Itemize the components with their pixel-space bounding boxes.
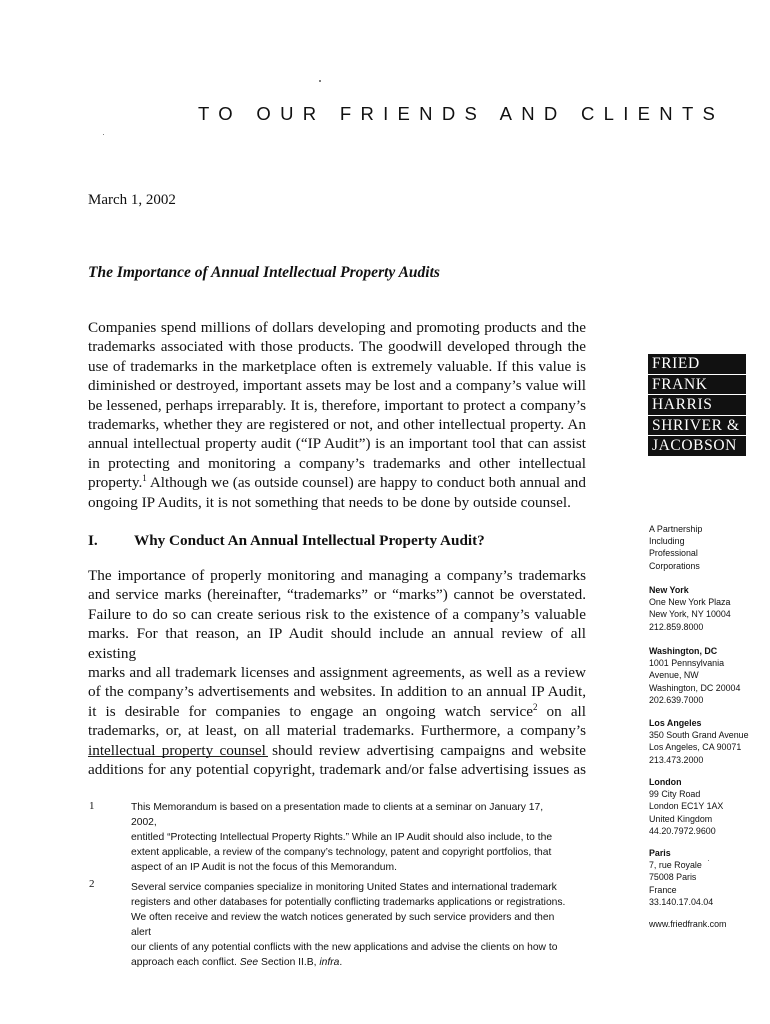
office-los-angeles: Los Angeles 350 South Grand Avenue Los Angeles, CA 90071 213.473.2000 — [649, 718, 749, 765]
intro-line: in protecting and monitoring a company’s trademarks and other intellectual — [88, 454, 586, 472]
logo-line: JACOBSON — [652, 437, 737, 455]
office-city: London — [649, 777, 682, 787]
footnote-ref-2: 2 — [532, 701, 538, 712]
section-heading — [88, 532, 485, 550]
footnote-separator — [88, 756, 268, 757]
footnote-line: Several service companies specialize in monitoring United States and international trademark — [131, 882, 557, 893]
footnote-line: We often receive and review the watch notices generated by such service providers and then alert — [131, 912, 555, 939]
scan-speck — [103, 134, 104, 135]
section-line: and service marks (hereinafter, “trademarks” or “marks”) cannot be overstated. — [88, 586, 586, 604]
memo-date: March 1, 2002 — [88, 192, 176, 208]
footnote-line: entitled “Protecting Intellectual Property Rights.” While an IP Audit should also include, to the — [131, 832, 553, 844]
footnote-2-mark: 2 — [89, 878, 95, 890]
footnote-ref-1: 1 — [142, 473, 147, 484]
section-line: additions for any potential copyright, trademark and/or false advertising issues as — [88, 761, 586, 779]
firm-logo — [648, 354, 746, 456]
section-line-with-footnote — [88, 702, 586, 721]
footnote-2 — [131, 880, 571, 971]
section-line: Failure to do so can create serious risk to the existence of a company’s valuable — [88, 605, 586, 623]
section-paragraph — [88, 566, 586, 779]
logo-line: HARRIS — [648, 395, 746, 416]
intro-line: be lessened, perhaps irreparably. It is, therefore, important to protect a company’s — [88, 396, 586, 414]
infra-signal: infra — [319, 957, 340, 969]
section-line: The importance of properly monitoring and managing a company’s trademarks — [88, 567, 586, 584]
office-new-york: New York One New York Plaza New York, NY 10004 212.859.8000 — [649, 585, 731, 632]
section-line: intellectual property counsel should review advertising campaigns and website — [88, 741, 586, 759]
intro-text: Although we (as outside counsel) are happy to conduct both annual and — [146, 474, 586, 492]
intro-paragraph — [88, 318, 586, 512]
logo-line: FRIED — [648, 354, 746, 375]
section-number: I. — [88, 532, 98, 549]
memo-title: The Importance of Annual Intellectual Property Audits — [88, 264, 440, 281]
section-line: of the company’s advertisements and websites. In addition to an annual IP Audit, — [88, 683, 586, 701]
logo-line: FRANK — [648, 375, 746, 396]
intro-text: property. — [88, 474, 143, 492]
logo-line: SHRIVER & — [648, 416, 746, 437]
office-paris: Paris 7, rue Royale 75008 Paris France 33.140.17.04.04 — [649, 848, 714, 907]
firm-website: www.friedfrank.com — [649, 919, 727, 929]
intro-line: trademarks, whether they are registered or not, and other intellectual property. An — [88, 416, 586, 434]
office-city: Washington, DC — [649, 646, 718, 656]
intro-line: Companies spend millions of dollars developing and promoting products and the — [88, 319, 586, 336]
footnote-line: This Memorandum is based on a presentation made to clients at a seminar on January 17, 2002, — [131, 802, 544, 829]
office-city: Los Angeles — [649, 718, 702, 728]
intro-line: ongoing IP Audits, it is not something that needs to be done by outside counsel. — [88, 493, 571, 511]
intro-line: diminished or destroyed, important assets may be lost and a company’s value will — [88, 377, 586, 395]
office-city: New York — [649, 585, 689, 595]
footnote-line: aspect of an IP Audit is not the focus of this Memorandum. — [131, 862, 397, 874]
intro-line-with-footnote — [88, 473, 586, 492]
scan-speck — [319, 80, 321, 82]
section-title: Why Conduct An Annual Intellectual Property Audit? — [134, 532, 485, 549]
intro-line: annual intellectual property audit (“IP Audit”) is an important tool that can assist — [88, 435, 586, 453]
footnote-1 — [131, 800, 571, 875]
office-washington: Washington, DC 1001 Pennsylvania Avenue, NW Washington, DC 20004 202.639.7000 — [649, 646, 741, 705]
footnote-line: approach each conflict. See Section II.B, infra. — [131, 957, 343, 969]
section-line: marks and all trademark licenses and assignment agreements, as well as a review — [88, 664, 586, 682]
intro-line: use of trademarks in the marketplace often is extremely valuable. If this value is — [88, 357, 586, 375]
section-line: marks. For that reason, an IP Audit should include an annual review of all existing — [88, 625, 586, 662]
partnership-note: A Partnership Including Professional Corporations — [649, 524, 703, 571]
footnote-line: our clients of any potential conflicts with the new applications and advise the clients on how to — [131, 942, 558, 954]
section-text: on all — [537, 702, 586, 720]
section-text: it is desirable for companies to engage an ongoing watch service — [88, 702, 533, 720]
footnote-line: extent applicable, a review of the company’s technology, patent and copyright portfolios, that — [131, 847, 552, 859]
footnote-1-mark: 1 — [89, 800, 95, 812]
scan-speck — [708, 860, 709, 861]
footnote-line: registers and other databases for potentially conflicting trademarks applications or registrations. — [131, 897, 566, 909]
intro-line: trademarks associated with those products. The goodwill developed through the — [88, 338, 586, 356]
office-london: London 99 City Road London EC1Y 1AX United Kingdom 44.20.7972.9600 — [649, 777, 724, 836]
see-signal: See — [239, 957, 259, 969]
memo-header: TO OUR FRIENDS AND CLIENTS — [198, 103, 725, 124]
office-city: Paris — [649, 848, 671, 858]
section-line: trademarks, or, at least, on all material trademarks. Furthermore, a company’s — [88, 722, 586, 740]
